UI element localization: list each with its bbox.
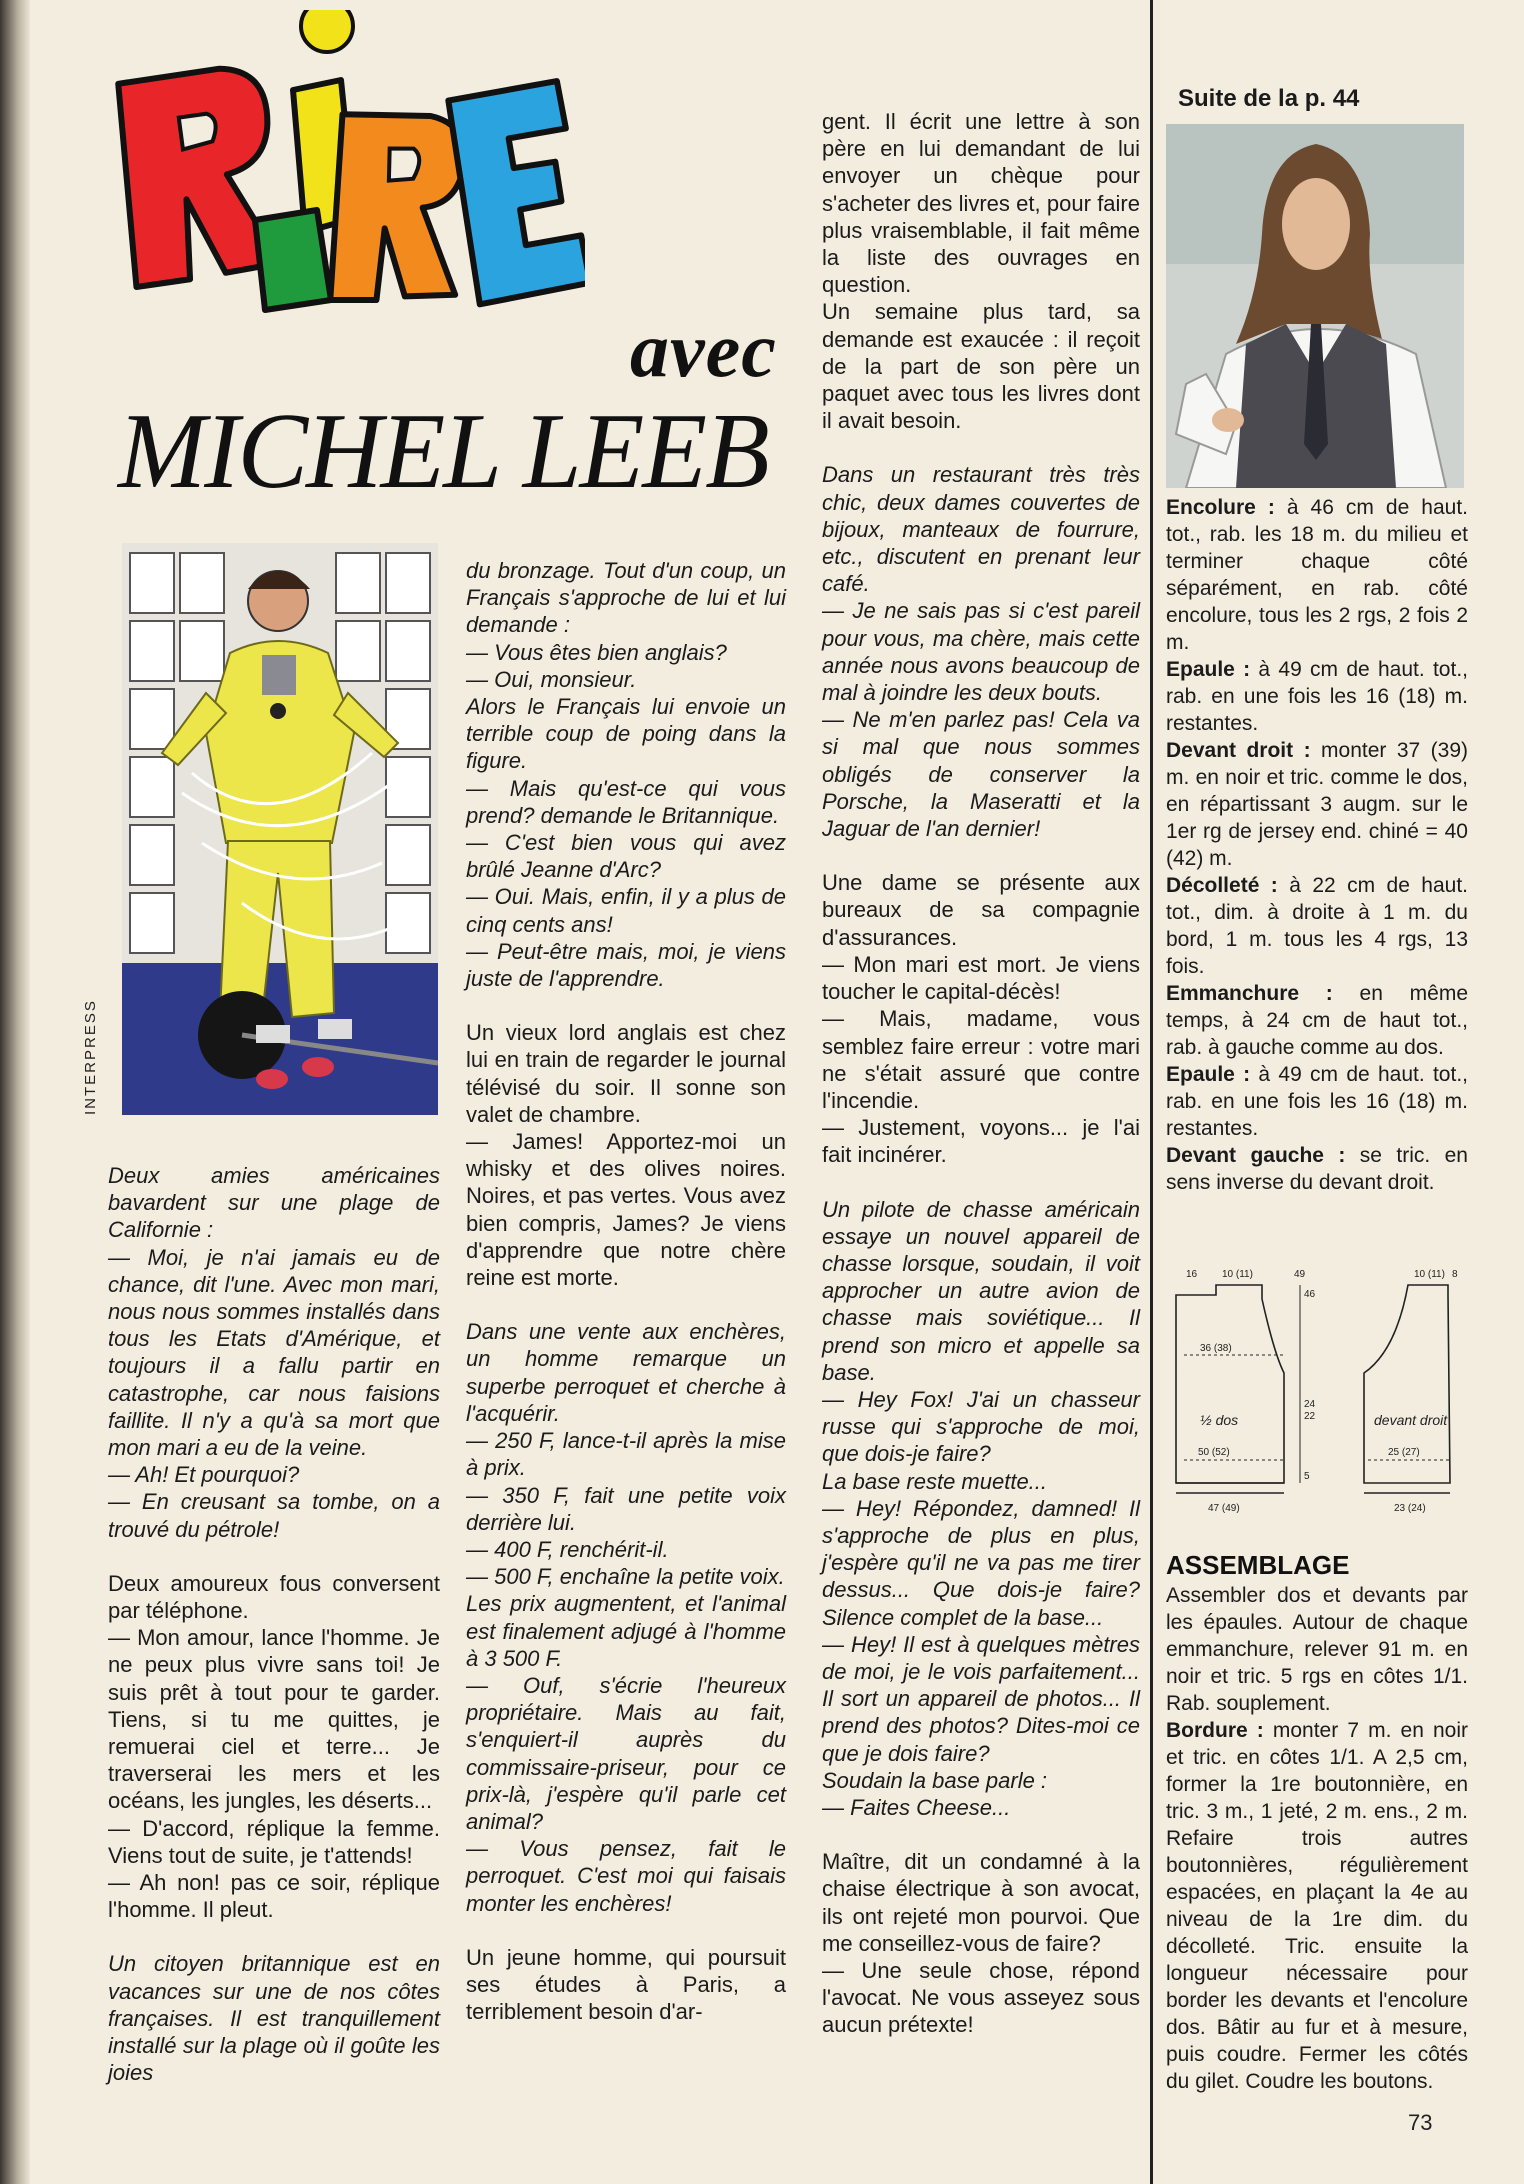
instruction-text: à 22 cm de haut. tot., dim. à droite à 1 m. du bord, 1 m. tous les 4 rgs, 13 fois. xyxy=(1166,874,1468,978)
paragraph: — Hey! Il est à quelques mètres de moi, je le vois parfaitement... Il sort un appareil de photos... Il prend des photos? Dites-moi ce que je dois faire? xyxy=(822,1631,1140,1766)
continued-from-label: Suite de la p. 44 xyxy=(1178,85,1360,112)
instruction-label: Epaule : xyxy=(1166,1063,1251,1086)
instruction-label: Epaule : xyxy=(1166,658,1251,681)
dim-label: 10 (11) xyxy=(1414,1269,1445,1280)
paragraph: Alors le Français lui envoie un terrible coup de poing dans la figure. xyxy=(466,694,786,774)
page-number: 73 xyxy=(1408,2110,1433,2135)
paragraph: — Vous pensez, fait le perroquet. C'est moi qui faisais monter les enchères! xyxy=(466,1836,786,1916)
diagram-back-label: ½ dos xyxy=(1200,1412,1239,1428)
paragraph: La base reste muette... xyxy=(822,1468,1048,1494)
jokes-column-2 xyxy=(466,557,786,2025)
dim-label: 22 xyxy=(1304,1411,1316,1422)
paragraph: — Peut-être mais, moi, je viens juste de l'apprendre. xyxy=(466,938,786,992)
instruction-devant-droit xyxy=(1166,737,1468,872)
dim-label: 46 xyxy=(1304,1289,1316,1300)
model-photo xyxy=(1166,124,1464,488)
title-avec: avec xyxy=(630,306,777,393)
paragraph: — C'est bien vous qui avez brûlé Jeanne d'Arc? xyxy=(466,830,786,883)
paragraph: — Mon mari est mort. Je viens toucher le capital-décès! xyxy=(822,951,1140,1005)
dim-label: 5 xyxy=(1304,1471,1310,1482)
instruction-label: Emmanchure : xyxy=(1166,982,1333,1005)
paragraph: — Ne m'en parlez pas! Cela va si mal que nous sommes obligés de conserver la Porsche, la Maseratti et la Jaguar de l'an dernier! xyxy=(822,707,1140,842)
paragraph: Un pilote de chasse américain essaye un nouvel appareil de chasse lorsque, soudain, il voit approcher un autre avion de chasse mais soviétique... Il prend son micro et appelle sa base. xyxy=(822,1196,1140,1385)
instruction-text: monter 7 m. en noir et tric. en côtes 1/1. A 2,5 cm, former la 1re boutonnière, en tric. 3 m., 1 jeté, 2 m. ens., 2 m. Refaire trois autres boutonnières, régulièrement espacées, en plaçant la 4e au niveau de la 1re dim. du décolleté. Tric. ensuite la longueur nécessaire pour border les devants et l'encolure dos. Bâtir au fur et à mesure, puis coudre. Fermer les côtés du gilet. Coudre les boutons. xyxy=(1166,1719,1468,2093)
paragraph: Un citoyen britannique est en vacances sur une de nos côtes françaises. Il est tranquillement installé sur la plage où il goûte les joies xyxy=(108,1951,440,2086)
paragraph: — James! Apportez-moi un whisky et des olives noires. Noires, et pas vertes. Vous avez bien compris, James? Je viens d'apprendre que notre chère reine est morte. xyxy=(466,1129,786,1291)
paragraph: — Ouf, s'écrie l'heureux propriétaire. Mais au fait, s'enquiert-il auprès du commissaire-priseur, pour ce prix-là, j'espère qu'il parle cet animal? xyxy=(466,1672,786,1834)
knitting-instructions xyxy=(1166,494,1468,1196)
paragraph: — Hey Fox! J'ai un chasseur russe qui s'approche de moi, que dois-je faire? xyxy=(822,1386,1140,1467)
assemblage-text: Assembler dos et devants par les épaules. Autour de chaque emmanchure, relever 91 m. en noir et tric. 5 rgs en côtes 1/1. Rab. souplement. xyxy=(1166,1584,1468,1715)
dim-label: 10 (11) xyxy=(1222,1269,1253,1280)
instruction-text: à 49 cm de haut. tot., rab. en une fois les 16 (18) m. restantes. xyxy=(1166,1063,1468,1140)
assemblage-heading: ASSEMBLAGE xyxy=(1166,1550,1350,1580)
paragraph: — 250 F, lance-t-il après la mise à prix. xyxy=(466,1428,786,1481)
paragraph: — Oui. Mais, enfin, il y a plus de cinq cents ans! xyxy=(466,884,786,937)
column-divider xyxy=(1150,0,1153,2184)
paragraph: — Justement, voyons... je l'ai fait incinérer. xyxy=(822,1115,1140,1168)
rire-logo xyxy=(105,10,585,340)
paragraph: — Ah! Et pourquoi? xyxy=(108,1462,300,1488)
instruction-label: Devant gauche : xyxy=(1166,1144,1346,1167)
photo-credit: INTERPRESS xyxy=(82,999,99,1115)
paragraph: Deux amoureux fous conversent par téléphone. xyxy=(108,1570,440,1624)
instruction-text: en même temps, à 24 cm de haut tot., rab. à gauche comme au dos. xyxy=(1166,982,1469,1059)
dim-label: 24 xyxy=(1304,1399,1316,1410)
paragraph: Une dame se présente aux bureaux de sa compagnie d'assurances. xyxy=(822,870,1140,950)
paragraph: — En creusant sa tombe, on a trouvé du pétrole! xyxy=(108,1489,440,1542)
paragraph: Deux amies américaines bavardent sur une plage de Californie : xyxy=(108,1163,440,1243)
paragraph: — 350 F, fait une petite voix derrière lui. xyxy=(466,1482,786,1535)
title-name: MICHEL LEEB xyxy=(118,392,768,511)
instruction-epaule-2 xyxy=(1166,1061,1468,1142)
paragraph: — Ah non! pas ce soir, réplique l'homme. Il pleut. xyxy=(108,1870,440,1923)
instruction-label: Bordure : xyxy=(1166,1719,1264,1742)
paragraph: — 500 F, enchaîne la petite voix. xyxy=(466,1564,785,1590)
paragraph: — Hey! Répondez, damned! Il s'approche de plus en plus, j'espère qu'il ne va pas me tirer dessus... Que dois-je faire? Silence complet de la base... xyxy=(822,1495,1140,1630)
paragraph: Dans un restaurant très très chic, deux dames couvertes de bijoux, manteaux de fourrure, etc., discutent en prenant leur café. xyxy=(822,462,1140,597)
paragraph: — Vous êtes bien anglais? xyxy=(466,639,727,665)
dim-label: 25 (27) xyxy=(1388,1447,1420,1458)
dim-label: 47 (49) xyxy=(1208,1503,1240,1514)
bordure-paragraph xyxy=(1166,1717,1468,2095)
assemblage-instructions xyxy=(1166,1582,1468,2095)
paragraph: — 400 F, renchérit-il. xyxy=(466,1536,669,1562)
paragraph: — Faites Cheese... xyxy=(822,1794,1011,1820)
instruction-text: se tric. en sens inverse du devant droit. xyxy=(1166,1144,1468,1194)
dim-label: 36 (38) xyxy=(1200,1343,1232,1354)
paragraph: Soudain la base parle : xyxy=(822,1767,1048,1793)
instruction-decollete xyxy=(1166,872,1468,980)
instruction-label: Devant droit : xyxy=(1166,739,1311,762)
page-spine xyxy=(0,0,30,2184)
instruction-text: monter 37 (39) m. en noir et tric. comme le dos, en répartissant 3 augm. sur le 1er rg de jersey end. chiné = 40 (42) m. xyxy=(1166,739,1468,870)
paragraph: — Oui, monsieur. xyxy=(466,666,637,692)
paragraph: Dans une vente aux enchères, un homme remarque un superbe perroquet et cherche à l'acquérir. xyxy=(466,1319,786,1426)
comedian-photo xyxy=(122,543,438,1115)
paragraph: — Mais, madame, vous semblez faire erreur : votre mari ne s'était assuré que contre l'incendie. xyxy=(822,1006,1140,1113)
paragraph: — Moi, je n'ai jamais eu de chance, dit l'une. Avec mon mari, nous nous sommes installés dans tous les Etats d'Amérique, et toujours il a fallu partir en catastrophe, car nous faisions faillite. Il n'y a qu'à sa mort que mon mari a eu de la veine. xyxy=(108,1244,440,1461)
instruction-text: à 46 cm de haut. tot., rab. les 18 m. du milieu et terminer chaque côté séparément, en rab. côté encolure, tous les 2 rgs, 2 fois 2 m. xyxy=(1166,496,1468,654)
dim-label: 50 (52) xyxy=(1198,1447,1230,1458)
paragraph: Maître, dit un condamné à la chaise électrique à son avocat, ils ont rejeté mon pourvoi. Que me conseillez-vous de faire? xyxy=(822,1849,1140,1956)
instruction-emmanchure xyxy=(1166,980,1468,1061)
diagram-front-label: devant droit xyxy=(1374,1412,1448,1428)
instruction-epaule xyxy=(1166,656,1468,737)
paragraph: — D'accord, réplique la femme. Viens tout de suite, je t'attends! xyxy=(108,1815,440,1868)
paragraph: du bronzage. Tout d'un coup, un Français s'approche de lui et lui demande : xyxy=(466,558,786,638)
pattern-schematic xyxy=(1168,1255,1468,1535)
paragraph: — Une seule chose, répond l'avocat. Ne vous asseyez sous aucun prétexte! xyxy=(822,1958,1140,2038)
paragraph: — Mais qu'est-ce qui vous prend? demande le Britannique. xyxy=(466,775,786,828)
dim-label: 23 (24) xyxy=(1394,1503,1426,1514)
paragraph: Un jeune homme, qui poursuit ses études à Paris, a terriblement besoin d'ar- xyxy=(466,1944,786,2025)
jokes-column-3 xyxy=(822,108,1140,2039)
instruction-label: Encolure : xyxy=(1166,496,1275,519)
paragraph: Un semaine plus tard, sa demande est exaucée : il reçoit de la part de son père un paquet avec tous les livres dont il avait besoin. xyxy=(822,299,1140,434)
instruction-label: Décolleté : xyxy=(1166,874,1278,897)
instruction-text: à 49 cm de haut. tot., rab. en une fois les 16 (18) m. restantes. xyxy=(1166,658,1468,735)
paragraph: Un vieux lord anglais est chez lui en train de regarder le journal télévisé du soir. Il sonne son valet de chambre. xyxy=(466,1020,786,1127)
paragraph: — Mon amour, lance l'homme. Je ne peux plus vivre sans toi! Je suis prêt à tout pour te garder. Tiens, si tu me quittes, je remuerai ciel et terre... Je traverserai les mers et les océans, les jungles, les déserts... xyxy=(108,1625,440,1814)
dim-label: 16 xyxy=(1186,1269,1198,1280)
paragraph: gent. Il écrit une lettre à son père en lui demandant de lui envoyer un chèque pour s'acheter des livres et, pour faire plus vraisemblable, il fait même la liste des ouvrages en question. xyxy=(822,109,1140,298)
paragraph: — Je ne sais pas si c'est pareil pour vous, ma chère, mais cette année nous avons beaucoup de mal à joindre les deux bouts. xyxy=(822,598,1140,706)
instruction-devant-gauche xyxy=(1166,1142,1468,1196)
paragraph: Les prix augmentent, et l'animal est finalement adjugé à l'homme à 3 500 F. xyxy=(466,1591,786,1671)
dim-label: 8 xyxy=(1452,1269,1458,1280)
jokes-column-1 xyxy=(108,1162,440,2087)
dim-label: 49 xyxy=(1294,1269,1306,1280)
instruction-encolure xyxy=(1166,494,1468,656)
